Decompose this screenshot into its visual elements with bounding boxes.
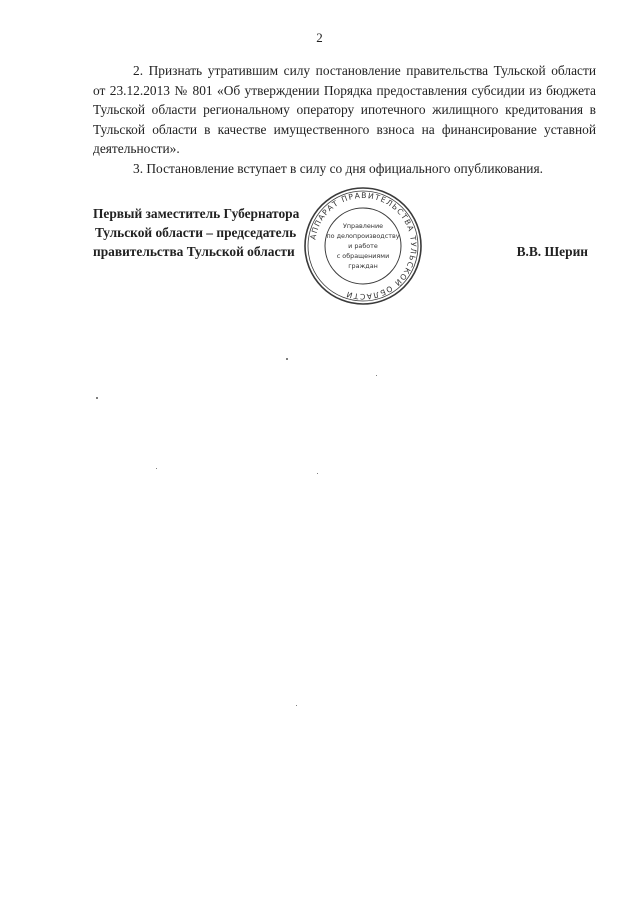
stamp-ring-text: АППАРАТ ПРАВИТЕЛЬСТВА ТУЛЬСКОЙ ОБЛАСТИ <box>308 190 419 302</box>
signatory-position-line-1: Первый заместитель Губернатора <box>93 206 300 221</box>
document-body <box>93 61 596 179</box>
stamp-center-line-4: с обращениями <box>336 252 390 260</box>
signatory-position-line-3: правительства Тульской области <box>93 244 295 259</box>
paragraph-2: 2. Признать утратившим силу постановление правительства Тульской области от 23.12.2013 № 801 «Об утверждении Порядка предоставления субсидии из бюджета Тульской области региональному оператору ипотечного жилищного кредитования в Тульской области в качестве имущественного взноса на финансирование уставной деятельности». <box>93 63 596 157</box>
signatory-name: В.В. Шерин <box>516 244 588 259</box>
official-stamp <box>303 186 423 306</box>
signatory-position-line-2: Тульской области – председатель <box>95 225 297 240</box>
stamp-center-line-5: граждан <box>348 262 378 270</box>
page-number: 2 <box>316 30 323 45</box>
stamp-center-line-3: и работе <box>348 242 378 250</box>
stamp-center-line-1: Управление <box>342 222 384 230</box>
paragraph-3: 3. Постановление вступает в силу со дня официального опубликования. <box>133 160 543 176</box>
stamp-center-line-2: по делопроизводству <box>326 232 400 240</box>
